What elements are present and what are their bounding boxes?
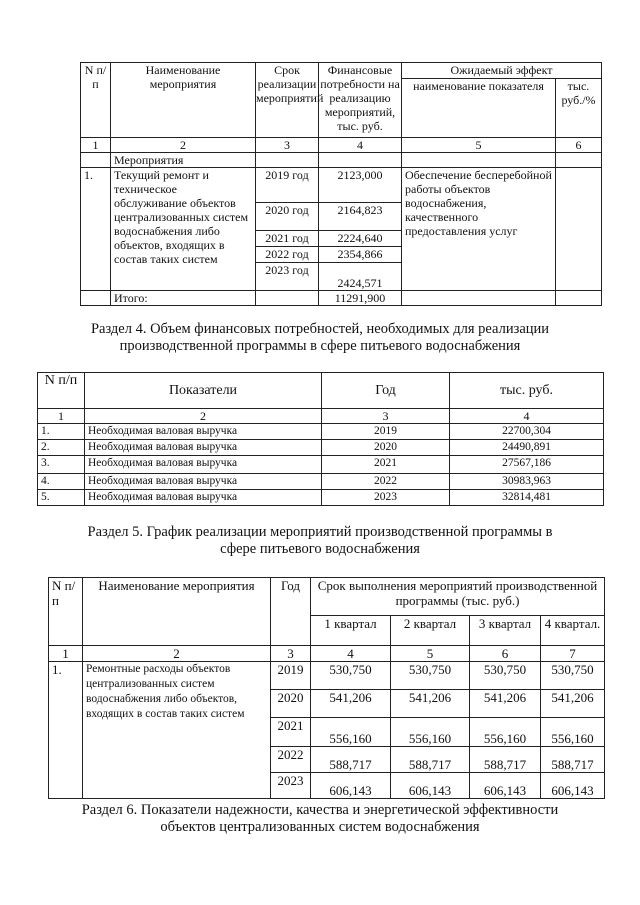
- header-year: Год: [271, 578, 311, 646]
- col-number: 3: [256, 138, 319, 153]
- row-year: 2021: [322, 456, 450, 474]
- row-year: 2022: [271, 747, 311, 773]
- col-number: 2: [111, 138, 256, 153]
- q-value: 588,717: [541, 747, 605, 773]
- header-name: Наименование мероприятия: [83, 578, 271, 646]
- q-value: 588,717: [470, 747, 541, 773]
- q-value: 556,160: [541, 718, 605, 747]
- empty-cell: [256, 153, 319, 168]
- q-value: 541,206: [311, 690, 391, 718]
- header-name: Наименование мероприятия: [111, 63, 256, 138]
- row-year: 2023: [271, 773, 311, 799]
- col-number: 6: [470, 646, 541, 662]
- header-value: тыс. руб.: [450, 373, 604, 409]
- col-number: 3: [271, 646, 311, 662]
- col-number: 5: [391, 646, 470, 662]
- row-year: 2020: [322, 440, 450, 456]
- header-n: N п/ п: [49, 578, 83, 646]
- row-name: Необходимая валовая выручка: [85, 490, 322, 506]
- empty-cell: [256, 291, 319, 306]
- col-number: 1: [49, 646, 83, 662]
- col-number: 4: [450, 409, 604, 424]
- col-number: 5: [402, 138, 556, 153]
- year: 2022 год: [256, 247, 319, 263]
- q-value: 541,206: [391, 690, 470, 718]
- row-value: 27567,186: [450, 456, 604, 474]
- empty-cell: [402, 153, 556, 168]
- row-year: 2019: [322, 424, 450, 440]
- q-value: 556,160: [311, 718, 391, 747]
- year: 2020 год: [256, 203, 319, 231]
- q-value: 606,143: [541, 773, 605, 799]
- row-name: Необходимая валовая выручка: [85, 456, 322, 474]
- q-value: 530,750: [470, 662, 541, 690]
- effect-text: Обеспечение бесперебойной работы объектов водоснабжения, качественного предоставления услуг: [402, 168, 556, 291]
- header-unit: тыс. руб./%: [556, 79, 602, 138]
- table-row: [38, 490, 604, 506]
- empty-cell: [81, 153, 111, 168]
- row-name: Необходимая валовая выручка: [85, 474, 322, 490]
- row-number: 1.: [38, 424, 85, 440]
- q-value: 556,160: [470, 718, 541, 747]
- row-year: 2023: [322, 490, 450, 506]
- row-year: 2021: [271, 718, 311, 747]
- row-name: Текущий ремонт и техническое обслуживание объектов централизованных систем водоснабжения либо объектов, входящих в состав таких систем: [111, 168, 256, 291]
- total-value: 11291,900: [319, 291, 402, 306]
- header-n: N п/п: [38, 373, 85, 409]
- header-indicator: Показатели: [85, 373, 322, 409]
- q-value: 606,143: [470, 773, 541, 799]
- row-year: 2022: [322, 474, 450, 490]
- table-row: [38, 474, 604, 490]
- table-row: [38, 440, 604, 456]
- value: 2424,571: [319, 263, 402, 291]
- q-value: 588,717: [391, 747, 470, 773]
- col-number: 2: [83, 646, 271, 662]
- header-q2: 2 квартал: [391, 616, 470, 646]
- empty-cell: [402, 291, 556, 306]
- empty-cell: [556, 291, 602, 306]
- table-row: [38, 456, 604, 474]
- row-name: Ремонтные расходы объектов централизованных систем водоснабжения либо объектов, входящих в состав таких систем: [83, 662, 271, 799]
- header-q3: 3 квартал: [470, 616, 541, 646]
- col-number: 7: [541, 646, 605, 662]
- q-value: 606,143: [311, 773, 391, 799]
- row-year: 2020: [271, 690, 311, 718]
- row-value: 30983,963: [450, 474, 604, 490]
- q-value: 541,206: [470, 690, 541, 718]
- empty-cell: [556, 153, 602, 168]
- row-number: 1.: [81, 168, 111, 291]
- col-number: 4: [319, 138, 402, 153]
- q-value: 530,750: [311, 662, 391, 690]
- row-number: 3.: [38, 456, 85, 474]
- section-label: Мероприятия: [111, 153, 256, 168]
- section6-title: Раздел 6. Показатели надежности, качества и энергетической эффективности объектов централизованных систем водоснабжения: [81, 802, 559, 835]
- empty-cell: [556, 168, 602, 291]
- row-name: Необходимая валовая выручка: [85, 440, 322, 456]
- q-value: 541,206: [541, 690, 605, 718]
- schedule-table: [48, 577, 605, 799]
- col-number: 3: [322, 409, 450, 424]
- row-year: 2019: [271, 662, 311, 690]
- row-value: 22700,304: [450, 424, 604, 440]
- row-number: 5.: [38, 490, 85, 506]
- col-number: 2: [85, 409, 322, 424]
- year: 2023 год: [256, 263, 319, 291]
- q-value: 588,717: [311, 747, 391, 773]
- total-label: Итого:: [111, 291, 256, 306]
- header-q1: 1 квартал: [311, 616, 391, 646]
- header-year: Год: [322, 373, 450, 409]
- q-value: 556,160: [391, 718, 470, 747]
- value: 2164,823: [319, 203, 402, 231]
- col-number: 4: [311, 646, 391, 662]
- header-term: Срок выполнения мероприятий производственной программы (тыс. руб.): [311, 578, 605, 616]
- table-row: [49, 662, 605, 690]
- header-effect: Ожидаемый эффект: [402, 63, 602, 79]
- value: 2123,000: [319, 168, 402, 203]
- q-value: 606,143: [391, 773, 470, 799]
- q-value: 530,750: [541, 662, 605, 690]
- revenue-table: [37, 372, 604, 506]
- row-number: 2.: [38, 440, 85, 456]
- row-name: Необходимая валовая выручка: [85, 424, 322, 440]
- section5-title: Раздел 5. График реализации мероприятий производственной программы в сфере питьевого водоснабжения: [87, 524, 553, 557]
- value: 2224,640: [319, 231, 402, 247]
- header-n: N п/п: [81, 63, 111, 138]
- col-number: 1: [81, 138, 111, 153]
- col-number: 1: [38, 409, 85, 424]
- empty-cell: [81, 291, 111, 306]
- value: 2354,866: [319, 247, 402, 263]
- row-value: 32814,481: [450, 490, 604, 506]
- measures-table: [80, 62, 602, 306]
- header-term: Срок реализации мероприятий: [256, 63, 319, 138]
- q-value: 530,750: [391, 662, 470, 690]
- header-finance: Финансовые потребности на реализацию мероприятий, тыс. руб.: [319, 63, 402, 138]
- row-number: 1.: [49, 662, 83, 799]
- header-q4: 4 квартал.: [541, 616, 605, 646]
- table-row: [38, 424, 604, 440]
- header-indicator: наименование показателя: [402, 79, 556, 138]
- col-number: 6: [556, 138, 602, 153]
- empty-cell: [319, 153, 402, 168]
- section4-title: Раздел 4. Объем финансовых потребностей, необходимых для реализации производственной программы в сфере питьевого водоснабжения: [90, 321, 550, 354]
- year: 2021 год: [256, 231, 319, 247]
- year: 2019 год: [256, 168, 319, 203]
- row-number: 4.: [38, 474, 85, 490]
- row-value: 24490,891: [450, 440, 604, 456]
